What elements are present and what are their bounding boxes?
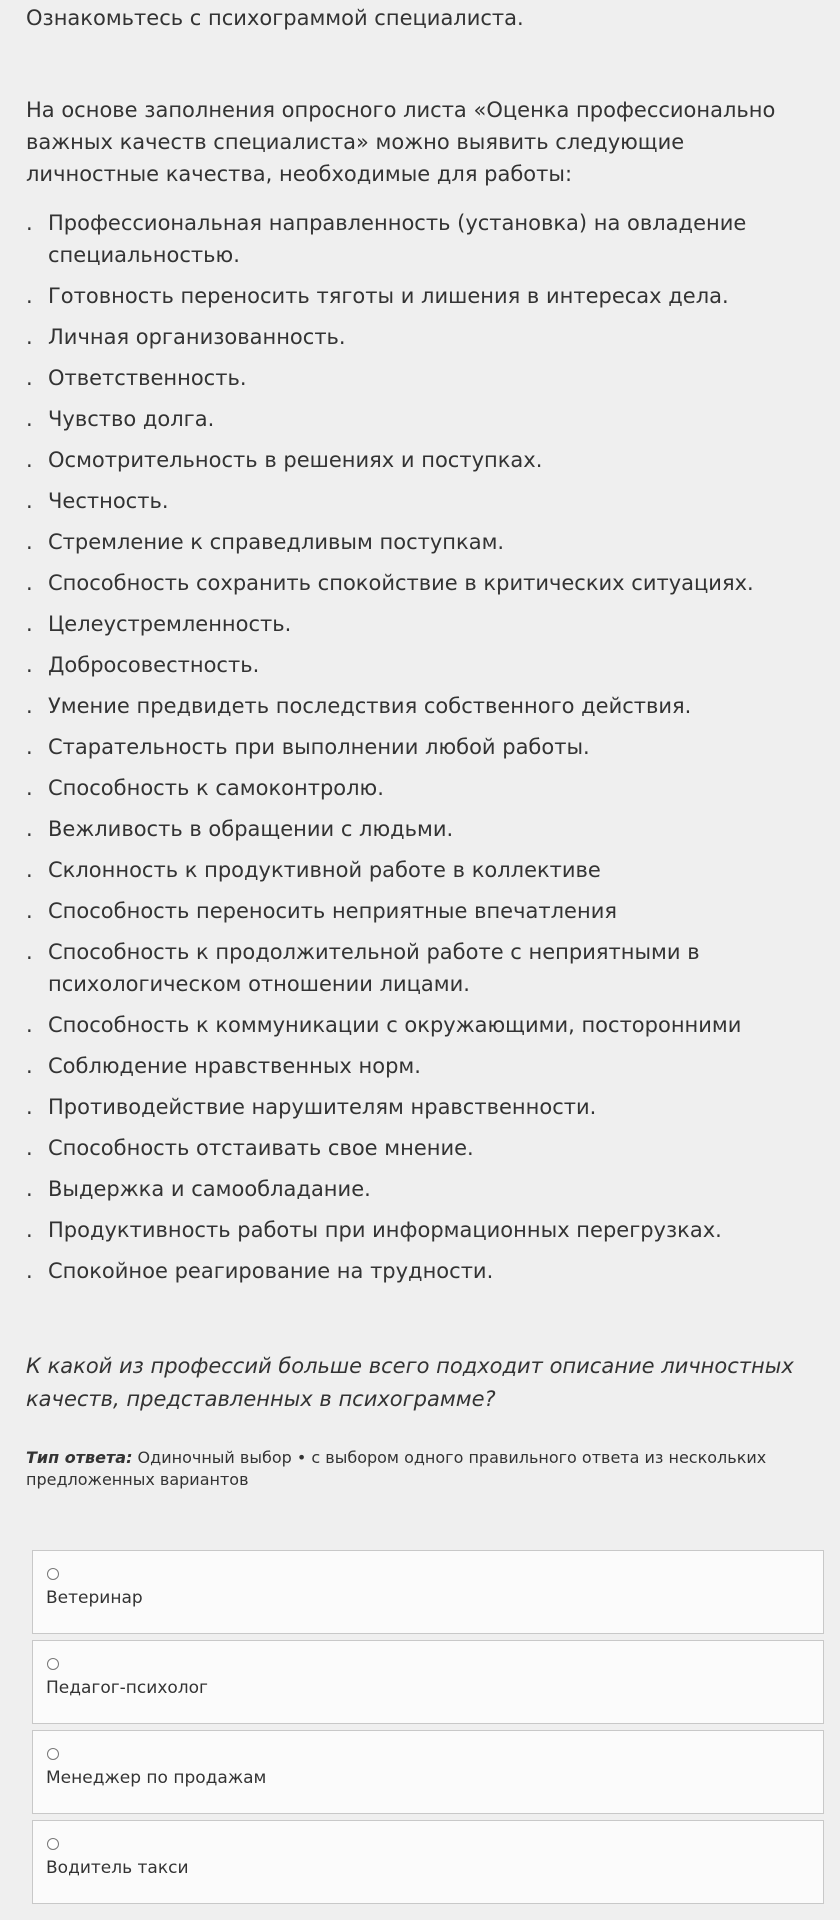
list-marker: . <box>26 653 33 677</box>
list-item-text: Способность к коммуникации с окружающими, посторонними <box>48 1013 742 1037</box>
list-item <box>26 1173 816 1205</box>
list-item <box>26 731 816 763</box>
qualities-list <box>26 207 816 1296</box>
list-item <box>26 567 816 599</box>
list-item-text: Умение предвидеть последствия собственного действия. <box>48 694 692 718</box>
list-marker: . <box>26 211 33 235</box>
list-marker: . <box>26 448 33 472</box>
list-item-text: Способность к самоконтролю. <box>48 776 384 800</box>
list-marker: . <box>26 1136 33 1160</box>
list-item <box>26 936 816 1000</box>
list-item-text: Чувство долга. <box>48 407 215 431</box>
list-item-text: Способность переносить неприятные впечатления <box>48 899 617 923</box>
answer-type-value: Одиночный выбор • с выбором одного правильного ответа из нескольких предложенных вариантов <box>26 1448 767 1489</box>
answer-options <box>32 1550 824 1910</box>
list-item-text: Вежливость в обращении с людьми. <box>48 817 454 841</box>
list-item <box>26 895 816 927</box>
list-item-text: Способность отстаивать свое мнение. <box>48 1136 474 1160</box>
list-marker: . <box>26 694 33 718</box>
list-marker: . <box>26 858 33 882</box>
answer-type-label: Тип ответа: <box>26 1448 133 1467</box>
list-item <box>26 1255 816 1287</box>
list-marker: . <box>26 612 33 636</box>
list-item-text: Готовность переносить тяготы и лишения в интересах дела. <box>48 284 729 308</box>
option-label: Менеджер по продажам <box>46 1768 267 1788</box>
answer-option-teacher-psychologist[interactable] <box>32 1640 824 1724</box>
list-item-text: Профессиональная направленность (установка) на овладение специальностью. <box>48 211 747 267</box>
answer-option-veterinarian[interactable] <box>32 1550 824 1634</box>
answer-type <box>26 1447 816 1491</box>
list-item-text: Ответственность. <box>48 366 247 390</box>
list-item <box>26 526 816 558</box>
list-item <box>26 485 816 517</box>
list-marker: . <box>26 1259 33 1283</box>
answer-option-taxi-driver[interactable] <box>32 1820 824 1904</box>
list-item-text: Старательность при выполнении любой работы. <box>48 735 590 759</box>
list-marker: . <box>26 735 33 759</box>
list-marker: . <box>26 489 33 513</box>
list-item-text: Целеустремленность. <box>48 612 292 636</box>
list-item-text: Способность к продолжительной работе с неприятными в психологическом отношении лицами. <box>48 940 700 996</box>
option-label: Водитель такси <box>46 1858 189 1878</box>
radio-button-icon[interactable] <box>47 1658 59 1670</box>
list-item <box>26 1009 816 1041</box>
option-label: Педагог-психолог <box>46 1678 208 1698</box>
intro-text: Ознакомьтесь с психограммой специалиста. <box>26 6 524 30</box>
radio-button-icon[interactable] <box>47 1568 59 1580</box>
list-item <box>26 362 816 394</box>
option-label: Ветеринар <box>46 1588 143 1608</box>
list-item-text: Личная организованность. <box>48 325 346 349</box>
list-item-text: Стремление к справедливым поступкам. <box>48 530 505 554</box>
list-marker: . <box>26 325 33 349</box>
list-item <box>26 207 816 271</box>
list-item <box>26 1214 816 1246</box>
list-item <box>26 1091 816 1123</box>
list-marker: . <box>26 940 33 964</box>
list-marker: . <box>26 530 33 554</box>
lead-text: На основе заполнения опросного листа «Оценка профессионально важных качеств специалиста» можно выявить следующие личностные качества, необходимые для работы: <box>26 98 776 186</box>
list-marker: . <box>26 571 33 595</box>
list-marker: . <box>26 1013 33 1037</box>
list-item-text: Способность сохранить спокойствие в критических ситуациях. <box>48 571 754 595</box>
list-item-text: Выдержка и самообладание. <box>48 1177 371 1201</box>
list-item <box>26 1050 816 1082</box>
list-item-text: Противодействие нарушителям нравственности. <box>48 1095 597 1119</box>
list-item <box>26 444 816 476</box>
list-marker: . <box>26 1218 33 1242</box>
list-item <box>26 690 816 722</box>
list-item-text: Осмотрительность в решениях и поступках. <box>48 448 543 472</box>
list-item-text: Спокойное реагирование на трудности. <box>48 1259 494 1283</box>
radio-button-icon[interactable] <box>47 1838 59 1850</box>
list-item-text: Продуктивность работы при информационных перегрузках. <box>48 1218 722 1242</box>
list-marker: . <box>26 1177 33 1201</box>
list-item <box>26 813 816 845</box>
list-item <box>26 772 816 804</box>
list-item-text: Соблюдение нравственных норм. <box>48 1054 421 1078</box>
list-item-text: Добросовестность. <box>48 653 260 677</box>
list-marker: . <box>26 776 33 800</box>
list-item <box>26 403 816 435</box>
list-marker: . <box>26 899 33 923</box>
list-item <box>26 321 816 353</box>
list-item-text: Честность. <box>48 489 169 513</box>
answer-option-sales-manager[interactable] <box>32 1730 824 1814</box>
list-item <box>26 280 816 312</box>
list-marker: . <box>26 407 33 431</box>
list-marker: . <box>26 817 33 841</box>
radio-button-icon[interactable] <box>47 1748 59 1760</box>
list-marker: . <box>26 366 33 390</box>
list-item <box>26 1132 816 1164</box>
list-item-text: Склонность к продуктивной работе в коллективе <box>48 858 601 882</box>
question-text: К какой из профессий больше всего подходит описание личностных качеств, представленных в психограмме? <box>26 1354 794 1411</box>
list-item <box>26 608 816 640</box>
list-marker: . <box>26 1095 33 1119</box>
list-item <box>26 649 816 681</box>
list-marker: . <box>26 284 33 308</box>
list-marker: . <box>26 1054 33 1078</box>
list-item <box>26 854 816 886</box>
